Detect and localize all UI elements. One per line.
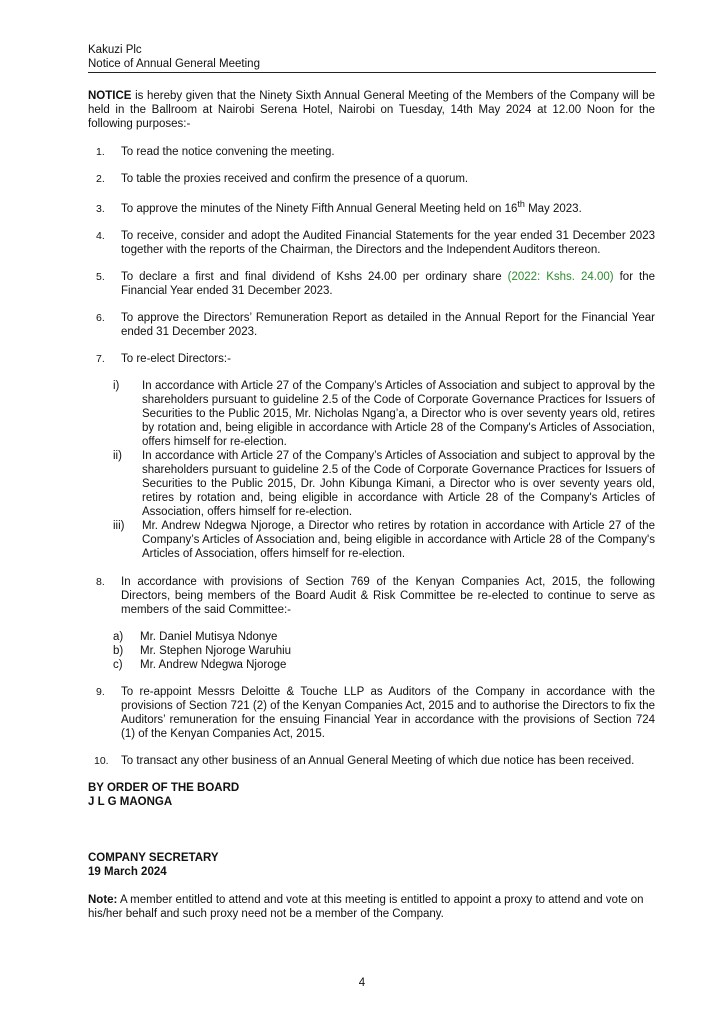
page-header bbox=[88, 43, 656, 73]
item-text-end: May 2023. bbox=[524, 203, 582, 215]
agenda-item-5 bbox=[88, 270, 655, 298]
sub-item-number: i) bbox=[113, 380, 120, 392]
by-order-line: BY ORDER OF THE BOARD bbox=[88, 782, 240, 794]
agenda-item-6 bbox=[88, 311, 655, 339]
sub-item-text: In accordance with Article 27 of the Company’s Articles of Association and subject to approval by the shareholders pursuant to guideline 2.5 of the Code of Corporate Governance Practices for Issuers of Securities to the Public 2015, Mr. Nicholas Ngang’a, a Director who is over seventy years old, retires by rotation and, being eligible in accordance with Article 28 of the Company's Articles of Association, offers himself for re-election. bbox=[142, 380, 655, 448]
note-label: Note: bbox=[88, 894, 118, 906]
item-number: 6. bbox=[96, 312, 105, 324]
item-number: 3. bbox=[96, 203, 105, 215]
agenda-item-10 bbox=[88, 754, 655, 768]
agenda-item-9 bbox=[88, 685, 655, 741]
item-number: 8. bbox=[96, 576, 105, 588]
agenda-item-1 bbox=[88, 145, 655, 159]
agenda-item-2 bbox=[88, 172, 655, 186]
agenda-item-7 bbox=[88, 352, 655, 366]
signoff-block bbox=[88, 781, 655, 809]
item-number: 4. bbox=[96, 230, 105, 242]
sub-item-text: Mr. Andrew Ndegwa Njoroge, a Director who retires by rotation in accordance with Article 27 of the Company’s Articles of Association and, being eligible in accordance with Article 28 of the Company's Articles of Association, offers himself for re-election. bbox=[142, 520, 655, 560]
committee-member-a bbox=[113, 630, 655, 644]
sub-item-number: ii) bbox=[113, 450, 122, 462]
intro-paragraph bbox=[88, 89, 655, 131]
item-number: 5. bbox=[96, 271, 105, 283]
director-reelection-ii bbox=[113, 449, 655, 519]
item-text: To read the notice convening the meeting. bbox=[121, 146, 335, 158]
item-number: 10. bbox=[94, 755, 109, 767]
notice-lead: NOTICE bbox=[88, 90, 132, 102]
notice-date: 19 March 2024 bbox=[88, 866, 167, 878]
secretary-title: COMPANY SECRETARY bbox=[88, 852, 219, 864]
secretary-block bbox=[88, 851, 655, 879]
director-reelection-iii bbox=[113, 519, 655, 561]
item-text bbox=[121, 199, 655, 216]
sub-item-letter: a) bbox=[113, 631, 124, 643]
header-company: Kakuzi Plc bbox=[88, 44, 142, 56]
secretary-name: J L G MAONGA bbox=[88, 796, 173, 808]
page-number: 4 bbox=[358, 977, 366, 989]
item-text-main: To approve the minutes of the Ninety Fifth Annual General Meeting held on 16 bbox=[121, 203, 518, 215]
ordinal-suffix: th bbox=[517, 199, 525, 210]
item-text: To approve the Directors’ Remuneration Report as detailed in the Annual Report for the Financial Year ended 31 December 2023. bbox=[121, 312, 655, 338]
sub-item-text: Mr. Daniel Mutisya Ndonye bbox=[140, 631, 278, 643]
item-number: 2. bbox=[96, 173, 105, 185]
item-text: To transact any other business of an Annual General Meeting of which due notice has been received. bbox=[121, 755, 635, 767]
sub-item-text: Mr. Andrew Ndegwa Njoroge bbox=[140, 659, 287, 671]
item-text: To re-appoint Messrs Deloitte & Touche LLP as Auditors of the Company in accordance with the provisions of Section 721 (2) of the Kenyan Companies Act, 2015 and to authorise the Directors to fix the Auditors’ remuneration for the ensuing Financial Year in accordance with the provisions of Section 724 (1) of the Kenyan Companies Act, 2015. bbox=[121, 686, 655, 740]
note-text: A member entitled to attend and vote at this meeting is entitled to appoint a proxy to attend and vote on his/her behalf and such proxy need not be a member of the Company. bbox=[88, 894, 644, 920]
item-number: 9. bbox=[96, 686, 105, 698]
item-text: In accordance with provisions of Section 769 of the Kenyan Companies Act, 2015, the following Directors, being members of the Board Audit & Risk Committee be re-elected to continue to serve as members of the said Committee:- bbox=[121, 576, 655, 616]
agenda-item-4 bbox=[88, 229, 655, 257]
item-text: To table the proxies received and confirm the presence of a quorum. bbox=[121, 173, 469, 185]
agenda-item-8 bbox=[88, 575, 655, 617]
director-reelection-i bbox=[113, 379, 655, 449]
item-number: 1. bbox=[96, 146, 105, 158]
proxy-note bbox=[88, 893, 655, 921]
sub-item-letter: b) bbox=[113, 645, 124, 657]
sub-item-number: iii) bbox=[113, 520, 125, 532]
agenda-item-3 bbox=[88, 199, 655, 216]
item-text-end: for the Financial Year ended 31 December 2023. bbox=[121, 271, 655, 297]
item-text: To receive, consider and adopt the Audited Financial Statements for the year ended 31 December 2023 together with the reports of the Chairman, the Directors and the Independent Auditors thereon. bbox=[121, 230, 655, 256]
notice-body bbox=[88, 89, 655, 921]
prior-year-dividend: (2022: Kshs. 24.00) bbox=[507, 271, 614, 283]
sub-item-text: In accordance with Article 27 of the Company’s Articles of Association and subject to approval by the shareholders pursuant to guideline 2.5 of the Code of Corporate Governance Practices for Issuers of Securities to the Public 2015, Dr. John Kibunga Kimani, a Director who is over seventy years old, retires by rotation and, being eligible in accordance with Article 28 of the Company's Articles of Association, offers himself for re-election. bbox=[142, 450, 655, 518]
sub-item-letter: c) bbox=[113, 659, 123, 671]
header-title: Notice of Annual General Meeting bbox=[88, 58, 260, 70]
committee-member-b bbox=[113, 644, 655, 658]
item-text bbox=[121, 270, 655, 298]
intro-text: is hereby given that the Ninety Sixth Annual General Meeting of the Members of the Company will be held in the Ballroom at Nairobi Serena Hotel, Nairobi on Tuesday, 14th May 2024 at 12.00 Noon for the following purposes:- bbox=[88, 90, 655, 130]
sub-item-text: Mr. Stephen Njoroge Waruhiu bbox=[140, 645, 292, 657]
item-text-main: To declare a first and final dividend of Kshs 24.00 per ordinary share bbox=[121, 271, 508, 283]
item-text: To re-elect Directors:- bbox=[121, 353, 231, 365]
committee-member-c bbox=[113, 658, 655, 672]
item-number: 7. bbox=[96, 353, 105, 365]
